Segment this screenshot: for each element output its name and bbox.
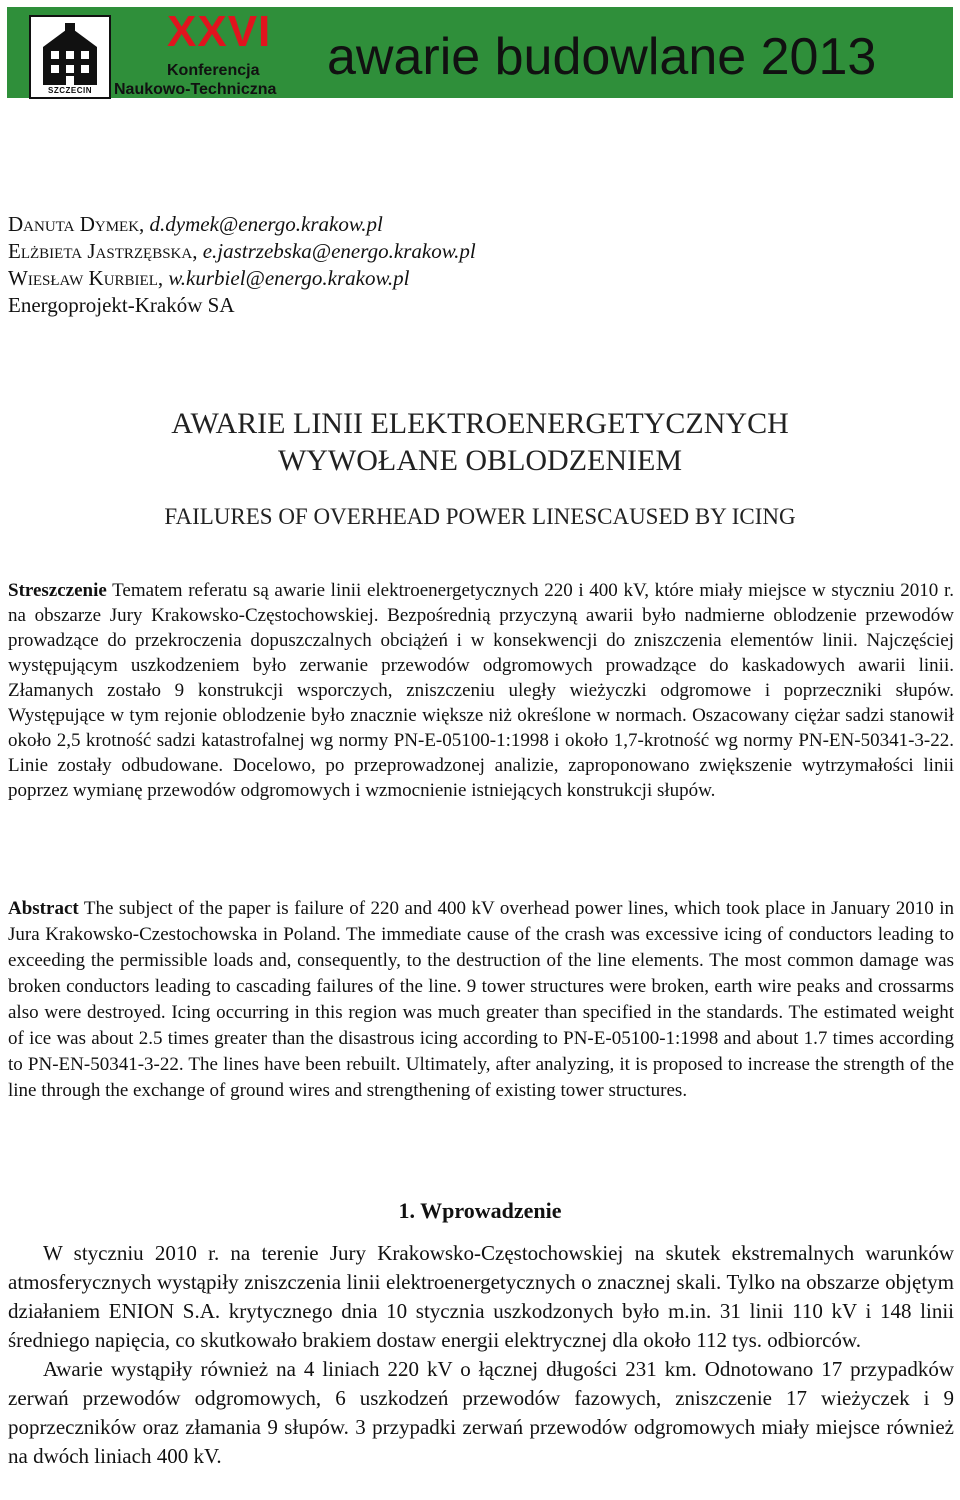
author-block xyxy=(8,211,476,319)
section-heading: 1. Wprowadzenie xyxy=(398,1198,562,1223)
conference-banner xyxy=(7,7,953,98)
conference-type: Naukowo-Techniczna xyxy=(114,81,277,98)
streszczenie-label: Streszczenie xyxy=(8,580,107,601)
body-paragraph: Awarie wystąpiły również na 4 liniach 220 kV o łącznej długości 231 km. Odnotowano 17 przypadków zerwań przewodów odgromowych, 6 uszkodzeń przewodów fazowych, zniszczenie 17 wieżyczek i 9 poprzeczników oraz złamania 9 słupów. 3 przypadki zerwań przewodów odgromowych miały miejsce również na dwóch liniach 400 kV. xyxy=(8,1357,954,1468)
section-body xyxy=(8,1239,954,1471)
conference-label: Konferencja xyxy=(167,62,260,79)
conference-title: awarie budowlane 2013 xyxy=(327,28,877,86)
abstract-paragraph xyxy=(8,896,954,1104)
author-line xyxy=(8,238,476,265)
streszczenie-paragraph xyxy=(8,578,954,803)
building-logo-icon xyxy=(29,15,111,99)
author-separator: , xyxy=(157,266,169,290)
author-line xyxy=(8,211,476,238)
paper-title-pl xyxy=(0,405,960,479)
author-name: Elżbieta Jastrzębska xyxy=(8,239,193,263)
author-name: Danuta Dymek xyxy=(8,212,140,236)
streszczenie-text: Tematem referatu są awarie linii elektroenergetycznych 220 i 400 kV, które miały miejsce w styczniu 2010 r. na obszarze Jury Krakowsko-Częstochowskiej. Bezpośrednią przyczyną awarii było nadmierne oblodzenie przewodów prowadzące do przekroczenia dopuszczalnych obciążeń i w konsekwencji do zniszczenia elementów linii. Najczęściej występującym uszkodzeniem było zerwanie przewodów odgromowych prowadzące do kaskadowych awarii linii. Złamanych zostało 9 konstrukcji wsporczych, zniszczeniu uległy wieżyczki odgromowe i poprzeczniki słupów. Występujące w tym rejonie oblodzenie było znacznie większe niż określone w normach. Oszacowany ciężar sadzi stanowił około 2,5 krotność sadzi katastrofalnej wg normy PN-E-05100-1:1998 i około 1,7-krotność wg normy PN-EN-50341-3-22. Linie zostały odbudowane. Docelowo, po przeprowadzonej analizie, zaproponowano zwiększenie wytrzymałości linii poprzez wymianę przewodów odgromowych i wzmocnienie istniejących konstrukcji słupów. xyxy=(8,580,954,801)
body-paragraph: W styczniu 2010 r. na terenie Jury Krakowsko-Częstochowskiej na skutek ekstremalnych warunków atmosferycznych wystąpiły zniszczenia linii elektroenergetycznych o znacznej skali. Tylko na obszarze objętym działaniem ENION S.A. krytycznego dnia 10 stycznia uszkodzonych było m.in. 31 linii 110 kV i 148 linii średniego napięcia, co skutkowało brakiem dostaw energii elektrycznej dla około 112 tys. odbiorców. xyxy=(8,1241,954,1352)
author-email[interactable]: d.dymek@energo.krakow.pl xyxy=(149,212,383,236)
author-email[interactable]: e.jastrzebska@energo.krakow.pl xyxy=(202,239,476,263)
author-line xyxy=(8,265,476,292)
logo-city-label: SZCZECIN xyxy=(48,86,92,95)
author-separator: , xyxy=(192,239,203,263)
paper-title-en: FAILURES OF OVERHEAD POWER LINESCAUSED BY ICING xyxy=(164,504,796,529)
affiliation: Energoprojekt-Kraków SA xyxy=(8,293,235,317)
abstract-text: The subject of the paper is failure of 220 and 400 kV overhead power lines, which took place in January 2010 in Jura Krakowsko-Czestochowska in Poland. The immediate cause of the crash was excessive icing of conductors leading to exceeding the permissible loads and, consequently, to the destruction of the line elements. The most common damage was broken conductors leading to cascading failures of the line. 9 tower structures were broken, earth wire peaks and crossarms also were destroyed. Icing occurring in this region was much greater than specified in the standards. The estimated weight of ice was about 2.5 times greater than the disastrous icing according to PN-E-05100-1:1998 and about 1.7 times according to PN-EN-50341-3-22. The lines have been rebuilt. Ultimately, after analyzing, it is proposed to increase the strength of the line through the exchange of ground wires and strengthening of existing tower structures. xyxy=(8,898,954,1101)
author-email[interactable]: w.kurbiel@energo.krakow.pl xyxy=(168,266,410,290)
abstract-label: Abstract xyxy=(8,898,79,919)
author-name: Wiesław Kurbiel xyxy=(8,266,158,290)
author-separator: , xyxy=(139,212,150,236)
paper-title-pl-line2: WYWOŁANE OBLODZENIEM xyxy=(277,444,683,477)
paper-title-pl-line1: AWARIE LINII ELEKTROENERGETYCZNYCH xyxy=(171,407,789,440)
conference-number: XXVI xyxy=(167,7,272,56)
